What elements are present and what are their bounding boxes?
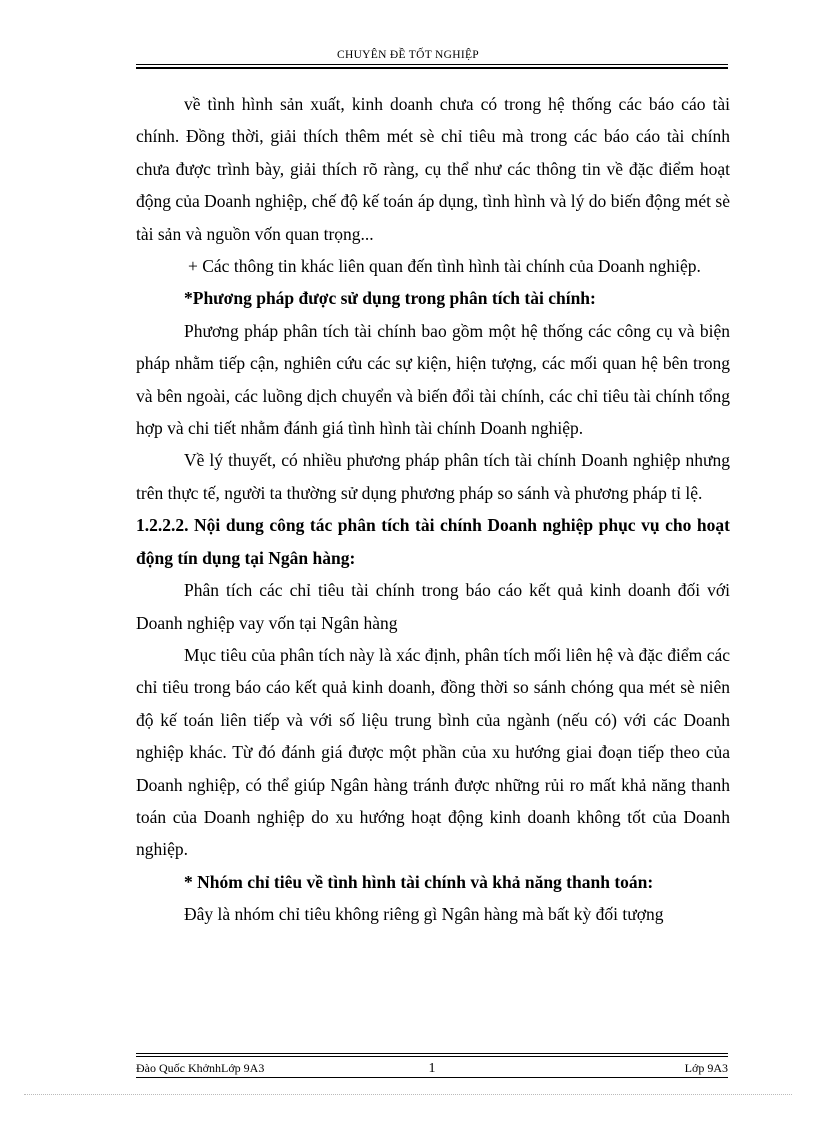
footer-rule-bottom <box>136 1077 728 1078</box>
paragraph-analysis: Phân tích các chỉ tiêu tài chính trong báo cáo kết quả kinh doanh đối với Doanh nghiệp vay vốn tại Ngân hàng <box>136 580 730 633</box>
footer-rule-thin-2 <box>136 1056 728 1057</box>
heading-indicator-group: * Nhóm chỉ tiêu về tình hình tài chính và khả năng thanh toán: <box>184 871 654 892</box>
paragraph-indicator-group: Đây là nhóm chỉ tiêu không riêng gì Ngân hàng mà bất kỳ đối tượng <box>184 904 664 925</box>
header-title: CHUYÊN ĐỀ TỐT NGHIỆP <box>337 49 479 61</box>
document-body <box>136 88 730 931</box>
paragraph-theory: Về lý thuyết, có nhiều phương pháp phân tích tài chính Doanh nghiệp nhưng trên thực tế, người ta thường sử dụng phương pháp so sánh và phương pháp tỉ lệ. <box>136 450 730 503</box>
footer-rule-thin <box>136 1053 728 1054</box>
paragraph-other-info: + Các thông tin khác liên quan đến tình hình tài chính của Doanh nghiệp. <box>188 256 701 277</box>
footer-author: Đào Quốc KhởnhLớp 9A3 <box>136 1061 265 1075</box>
page-edge-dotted-line <box>24 1094 792 1095</box>
footer-class: Lớp 9A3 <box>684 1061 728 1075</box>
paragraph-continuation: về tình hình sản xuất, kinh doanh chưa có trong hệ thống các báo cáo tài chính. Đồng thời, giải thích thêm mét sè chỉ tiêu mà trong các báo cáo tài chính chưa được trình bày, giải thích rõ ràng, cụ thể như các thông tin về đặc điểm hoạt động của Doanh nghiệp, chế độ kế toán áp dụng, tình hình và lý do biến động mét sè tài sản và nguồn vốn quan trọng... <box>136 94 730 244</box>
section-heading-1-2-2-2: 1.2.2.2. Nội dung công tác phân tích tài chính Doanh nghiệp phục vụ cho hoạt động tín dụng tại Ngân hàng: <box>136 515 730 568</box>
footer-page-number: 1 <box>428 1061 436 1076</box>
paragraph-objective: Mục tiêu của phân tích này là xác định, phân tích mối liên hệ và đặc điểm các chỉ tiêu trong báo cáo kết quả kinh doanh, đồng thời so sánh chóng qua mét sè niên độ kế toán liên tiếp và với số liệu trung bình của ngành (nếu có) với các Doanh nghiệp khác. Từ đó đánh giá được một phần của xu hướng giai đoạn tiếp theo của Doanh nghiệp, có thể giúp Ngân hàng tránh được những rủi ro mất khả năng thanh toán của Doanh nghiệp do xu hướng hoạt động kinh doanh không tốt của Doanh nghiệp. <box>136 644 730 860</box>
heading-methods: *Phương pháp được sử dụng trong phân tích tài chính: <box>184 288 596 309</box>
paragraph-methods: Phương pháp phân tích tài chính bao gồm một hệ thống các công cụ và biện pháp nhằm tiếp cận, nghiên cứu các sự kiện, hiện tượng, các mối quan hệ bên trong và bên ngoài, các luồng dịch chuyển và biến đổi tài chính, các chỉ tiêu tài chính tổng hợp và chi tiết nhằm đánh giá tình hình tài chính Doanh nghiệp. <box>136 320 730 439</box>
header-rule-thin <box>136 64 728 65</box>
header-rule-thick <box>136 67 728 69</box>
